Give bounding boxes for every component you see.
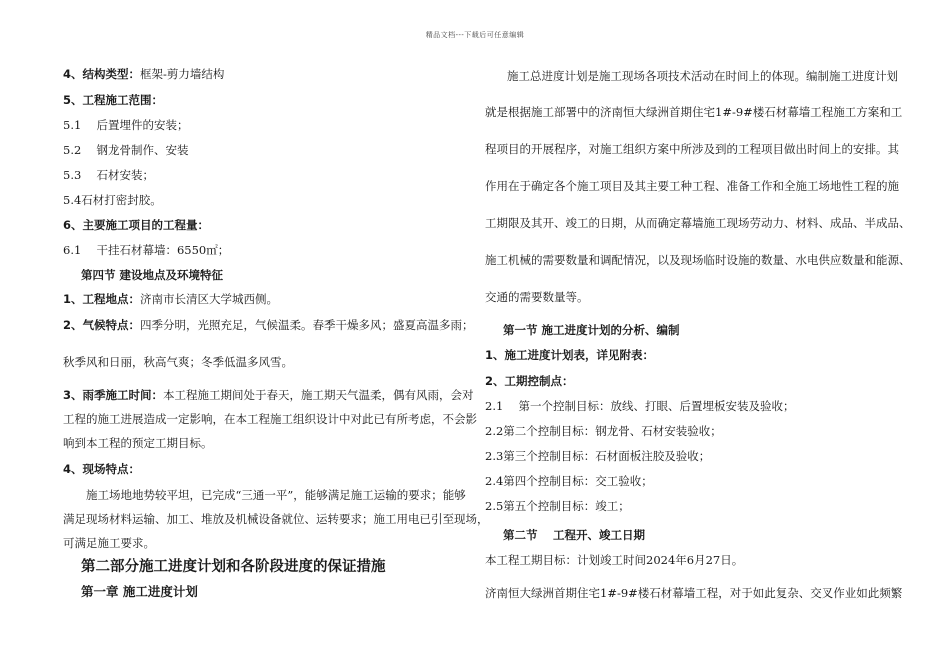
quantity-heading: 6、主要施工项目的工程量： bbox=[63, 218, 210, 232]
part-two-title: 第二部分施工进度计划和各阶段进度的保证措施 bbox=[81, 559, 386, 575]
control-point-1: 2.1 第一个控制目标：放线、打眼、后置埋板安装及验收； bbox=[485, 399, 795, 413]
body-para-line-2: 就是根据施工部署中的济南恒大绿洲首期住宅1#-9#楼石材幕墙工程施工方案和工 bbox=[485, 105, 903, 119]
scope-item-2: 5.2 钢龙骨制作、安装 bbox=[63, 143, 189, 157]
site-feature-line-1: 施工场地地势较平坦，已完成“三通一平”，能够满足施工运输的要求；能够 bbox=[63, 488, 466, 502]
quantity-item-1: 6.1 干挂石材幕墙：6550㎡； bbox=[63, 243, 230, 257]
control-point-5: 2.5第五个控制目标：竣工； bbox=[485, 499, 630, 513]
structure-type-line bbox=[63, 66, 224, 82]
rainy-season-line bbox=[63, 387, 474, 403]
site-feature-heading: 4、现场特点： bbox=[63, 462, 141, 476]
page-header: 精品文档---下载后可任意编辑 bbox=[425, 31, 525, 39]
control-points-heading: 2、工期控制点： bbox=[485, 374, 574, 388]
site-location-label: 1、工程地点： bbox=[63, 292, 141, 306]
scope-item-4: 5.4石材打密封胶。 bbox=[63, 193, 162, 207]
rainy-season-label: 3、雨季施工时间： bbox=[63, 388, 164, 402]
section-one-heading: 第一节 施工进度计划的分析、编制 bbox=[503, 323, 680, 337]
structure-type-label: 4、结构类型： bbox=[63, 67, 141, 81]
body-para-line-3: 程项目的开展程序，对施工组织方案中所涉及到的工程项目做出时间上的安排。其 bbox=[485, 142, 899, 156]
control-point-4: 2.4第四个控制目标：交工验收； bbox=[485, 474, 653, 488]
site-location-line bbox=[63, 291, 278, 307]
site-location-value: 济南市长清区大学城西侧。 bbox=[140, 292, 279, 306]
schedule-table-note: 1、施工进度计划表，详见附表： bbox=[485, 348, 654, 362]
rainy-season-line-2: 工程的施工进展造成一定影响，在本工程施工组织设计中对此已有所考虑，不会影 bbox=[63, 412, 477, 426]
structure-type-value: 框架-剪力墙结构 bbox=[140, 67, 225, 81]
scope-item-1: 5.1 后置埋件的安装； bbox=[63, 118, 189, 132]
body-para-line-6: 施工机械的需要数量和调配情况，以及现场临时设施的数量、水电供应数量和能源、 bbox=[485, 253, 911, 267]
climate-label: 2、气候特点： bbox=[63, 318, 141, 332]
chapter-one-title: 第一章 施工进度计划 bbox=[81, 584, 198, 599]
control-point-3: 2.3第三个控制目标：石材面板注胶及验收； bbox=[485, 449, 711, 463]
rainy-season-value: 本工程施工期间处于春天，施工期天气温柔，偶有风雨，会对 bbox=[163, 388, 474, 402]
control-point-2: 2.2第二个控制目标：钢龙骨、石材安装验收； bbox=[485, 424, 722, 438]
rainy-season-line-3: 响到本工程的预定工期目标。 bbox=[63, 436, 213, 450]
body-para-line-1: 施工总进度计划是施工现场各项技术活动在时间上的体现。编制施工进度计划 bbox=[507, 69, 898, 83]
climate-value: 四季分明，光照充足，气候温柔。春季干燥多风；盛夏高温多雨； bbox=[140, 318, 474, 332]
site-feature-line-3: 可满足施工要求。 bbox=[63, 536, 155, 550]
body-para-line-7: 交通的需要数量等。 bbox=[485, 290, 589, 304]
closing-para-line: 济南恒大绿洲首期住宅1#-9#楼石材幕墙工程，对于如此复杂、交叉作业如此频繁 bbox=[485, 586, 903, 600]
completion-date-line: 本工程工期目标：计划竣工时间2024年6月27日。 bbox=[485, 553, 744, 567]
section-two-heading: 第二节 工程开、竣工日期 bbox=[503, 528, 646, 542]
scope-heading: 5、工程施工范围： bbox=[63, 93, 164, 107]
scope-item-3: 5.3 石材安装； bbox=[63, 168, 154, 182]
body-para-line-4: 作用在于确定各个施工项目及其主要工种工程、准备工作和全施工场地性工程的施 bbox=[485, 179, 899, 193]
climate-line bbox=[63, 317, 474, 333]
section-four-heading: 第四节 建设地点及环境特征 bbox=[81, 268, 224, 282]
site-feature-line-2: 满足现场材料运输、加工、堆放及机械设备就位、运转要求；施工用电已引至现场， bbox=[63, 512, 489, 526]
body-para-line-5: 工期限及其开、竣工的日期，从而确定幕墙施工现场劳动力、材料、成品、半成品、 bbox=[485, 216, 911, 230]
climate-line-2: 秋季风和日丽，秋高气爽；冬季低温多风雪。 bbox=[63, 355, 293, 369]
